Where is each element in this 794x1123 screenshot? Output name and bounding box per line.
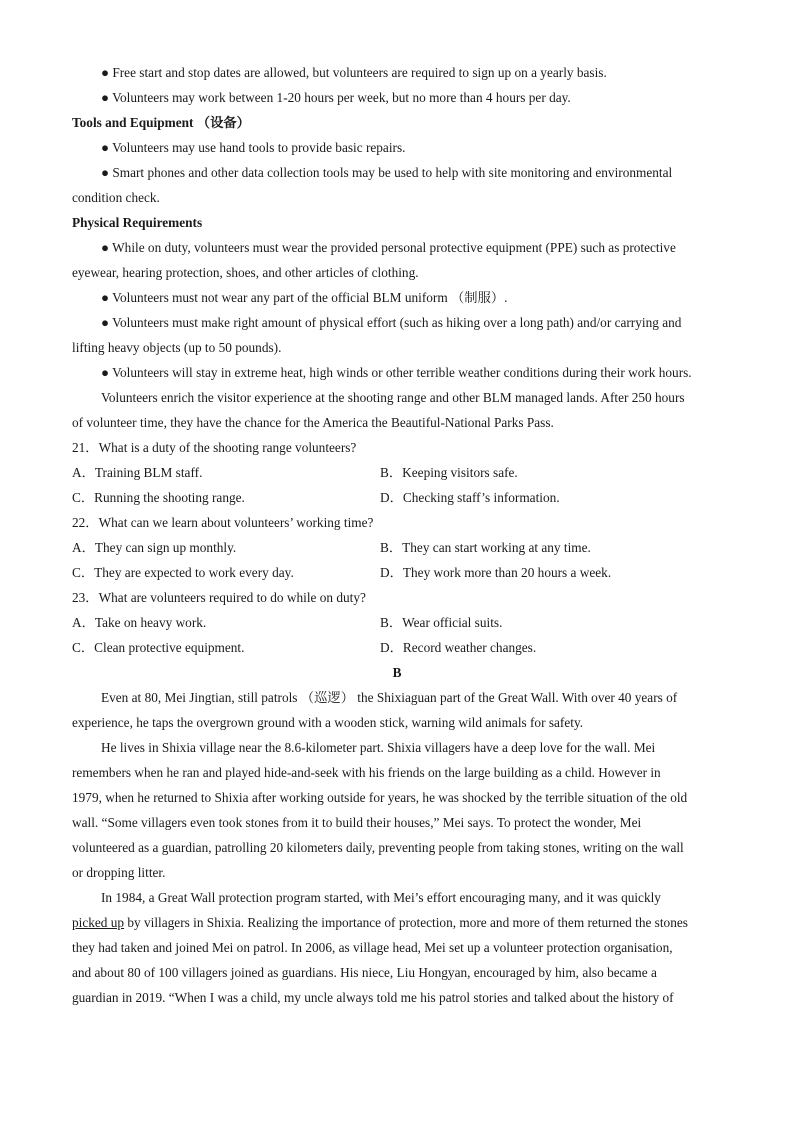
closing-paragraph: Volunteers enrich the visitor experience at the shooting range and other BLM managed lands. After 250 hours <box>101 390 685 405</box>
passage-b-heading: B <box>392 665 402 680</box>
option-a: A．They can sign up monthly. <box>72 540 237 555</box>
question-21-stem: 21．What is a duty of the shooting range volunteers? <box>72 440 357 455</box>
passage-b-p2: He lives in Shixia village near the 8.6-kilometer part. Shixia villagers have a deep love for the wall. Mei <box>101 740 656 755</box>
heading-tools: Tools and Equipment （设备） <box>72 115 250 130</box>
option-b: B．Keeping visitors safe. <box>380 465 518 480</box>
passage-b-p1-cont: experience, he taps the overgrown ground with a wooden stick, warning wild animals for safety. <box>72 715 584 730</box>
closing-paragraph-cont: of volunteer time, they have the chance for the America the Beautiful-National Parks Pass. <box>72 415 554 430</box>
question-23-options-row1 <box>72 614 724 632</box>
bullet-hand-tools: ● Volunteers may use hand tools to provide basic repairs. <box>101 140 406 155</box>
option-a: A．Take on heavy work. <box>72 615 207 630</box>
bullet-ppe: ● While on duty, volunteers must wear the provided personal protective equipment (PPE) such as protective <box>101 240 676 255</box>
option-d: D．Checking staff’s information. <box>380 490 560 505</box>
heading-physical: Physical Requirements <box>72 215 203 230</box>
question-23-options-row2 <box>72 639 724 657</box>
bullet-hours: ● Volunteers may work between 1-20 hours per week, but no more than 4 hours per day. <box>101 90 571 105</box>
question-21-options-row1 <box>72 464 724 482</box>
passage-b-p3-line2 <box>72 914 724 932</box>
question-23-stem: 23．What are volunteers required to do while on duty? <box>72 590 366 605</box>
question-22-stem: 22．What can we learn about volunteers’ working time? <box>72 515 374 530</box>
question-22-options-row1 <box>72 539 724 557</box>
option-b: B．They can start working at any time. <box>380 540 591 555</box>
passage-b-p2-line6: or dropping litter. <box>72 865 166 880</box>
option-c: C．Running the shooting range. <box>72 490 245 505</box>
bullet-smart-phones: ● Smart phones and other data collection tools may be used to help with site monitoring and environmental <box>101 165 673 180</box>
option-a: A．Training BLM staff. <box>72 465 203 480</box>
passage-b-p3-line4: and about 80 of 100 villagers joined as guardians. His niece, Liu Hongyan, encouraged by him, also became a <box>72 965 657 980</box>
question-21-options-row2 <box>72 489 724 507</box>
passage-b-p2-line3: 1979, when he returned to Shixia after working outside for years, he was shocked by the terrible situation of the old <box>72 790 688 805</box>
bullet-smart-phones-cont: condition check. <box>72 190 160 205</box>
passage-b-p2-line4: wall. “Some villagers even took stones from it to build their houses,” Mei says. To protect the wonder, Mei <box>72 815 642 830</box>
option-d: D．They work more than 20 hours a week. <box>380 565 612 580</box>
bullet-ppe-cont: eyewear, hearing protection, shoes, and other articles of clothing. <box>72 265 419 280</box>
passage-b-p3-line5: guardian in 2019. “When I was a child, my uncle always told me his patrol stories and talked about the history of <box>72 990 674 1005</box>
option-b: B．Wear official suits. <box>380 615 503 630</box>
passage-b-p3: In 1984, a Great Wall protection program started, with Mei’s effort encouraging many, and it was quickly <box>101 890 661 905</box>
bullet-sign-up: ● Free start and stop dates are allowed, but volunteers are required to sign up on a yearly basis. <box>101 65 607 80</box>
passage-b-p2-line5: volunteered as a guardian, patrolling 20 kilometers daily, preventing people from taking stones, writing on the wall <box>72 840 684 855</box>
bullet-weather: ● Volunteers will stay in extreme heat, high winds or other terrible weather conditions during their work hours. <box>101 365 692 380</box>
underlined-phrase: picked up <box>72 915 125 930</box>
bullet-uniform: ● Volunteers must not wear any part of the official BLM uniform （制服）. <box>101 290 508 305</box>
passage-b-p3-line2-rest: by villagers in Shixia. Realizing the importance of protection, more and more of them returned the stones <box>124 915 688 930</box>
option-d: D．Record weather changes. <box>380 640 537 655</box>
bullet-effort: ● Volunteers must make right amount of physical effort (such as hiking over a long path) and/or carrying and <box>101 315 682 330</box>
option-c: C．They are expected to work every day. <box>72 565 294 580</box>
option-c: C．Clean protective equipment. <box>72 640 245 655</box>
passage-b-p2-line2: remembers when he ran and played hide-and-seek with his friends on the large building as a child. However in <box>72 765 661 780</box>
question-22-options-row2 <box>72 564 724 582</box>
passage-b-p1: Even at 80, Mei Jingtian, still patrols （巡逻） the Shixiaguan part of the Great Wall. With over 40 years of <box>101 690 678 705</box>
bullet-effort-cont: lifting heavy objects (up to 50 pounds). <box>72 340 282 355</box>
passage-b-p3-line3: they had taken and joined Mei on patrol. In 2006, as village head, Mei set up a volunteer protection organisation, <box>72 940 673 955</box>
